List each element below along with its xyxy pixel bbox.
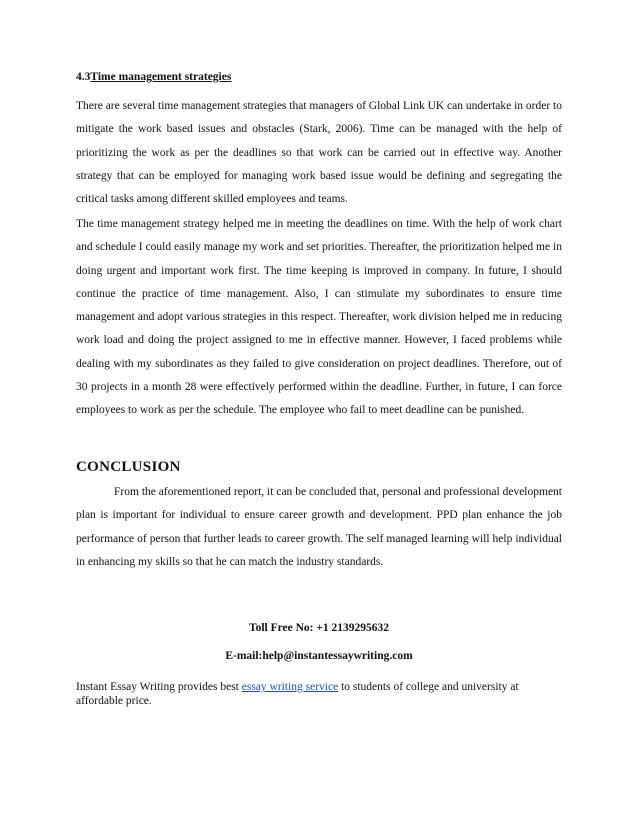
conclusion-heading: CONCLUSION (76, 459, 181, 475)
footer-text-before: Instant Essay Writing provides best (76, 681, 242, 693)
essay-service-link[interactable]: essay writing service (241, 681, 339, 693)
footer-text (76, 680, 562, 708)
conclusion-paragraph: From the aforementioned report, it can be concluded that, personal and professional development plan is important for individual to ensure career growth and development. PPD plan enhance the job performance of person that further leads to career growth. The self managed learning will help individual in enhancing my skills so that he can match the industry standards. (76, 486, 562, 568)
section-number: 4.3 (76, 71, 91, 83)
contact-email: E-mail:help@instantessaywriting.com (225, 650, 413, 662)
section-paragraph-1: There are several time management strategies that managers of Global Link UK can undertake in order to mitigate the work based issues and obstacles (Stark, 2006). Time can be managed with the help of prioritizing the work as per the deadlines so that work can be carried out in effective way. Another strategy that can be employed for managing work based issue would be defining and segregating the critical tasks among different skilled employees and teams. (76, 100, 562, 206)
section-paragraph-2: The time management strategy helped me in meeting the deadlines on time. With the help of work chart and schedule I could easily manage my work and set priorities. Thereafter, the prioritization helped me in doing urgent and important work first. The time keeping is improved in company. In future, I should continue the practice of time management. Also, I can stimulate my subordinates to ensure time management and adopt various strategies in this respect. Thereafter, work division helped me in reducing work load and doing the project assigned to me in effective manner. However, I faced problems while dealing with my subordinates as they failed to give consideration on project deadlines. Therefore, out of 30 projects in a month 28 were effectively performed within the deadline. Further, in future, I can force employees to work as per the schedule. The employee who fail to meet deadline can be punished. (76, 218, 562, 417)
section-heading (76, 71, 231, 83)
footer-text-after: to students of college and university at affordable price. (76, 681, 519, 707)
toll-free-number: Toll Free No: +1 2139295632 (248, 622, 390, 634)
section-title: Time management strategies (90, 71, 232, 83)
